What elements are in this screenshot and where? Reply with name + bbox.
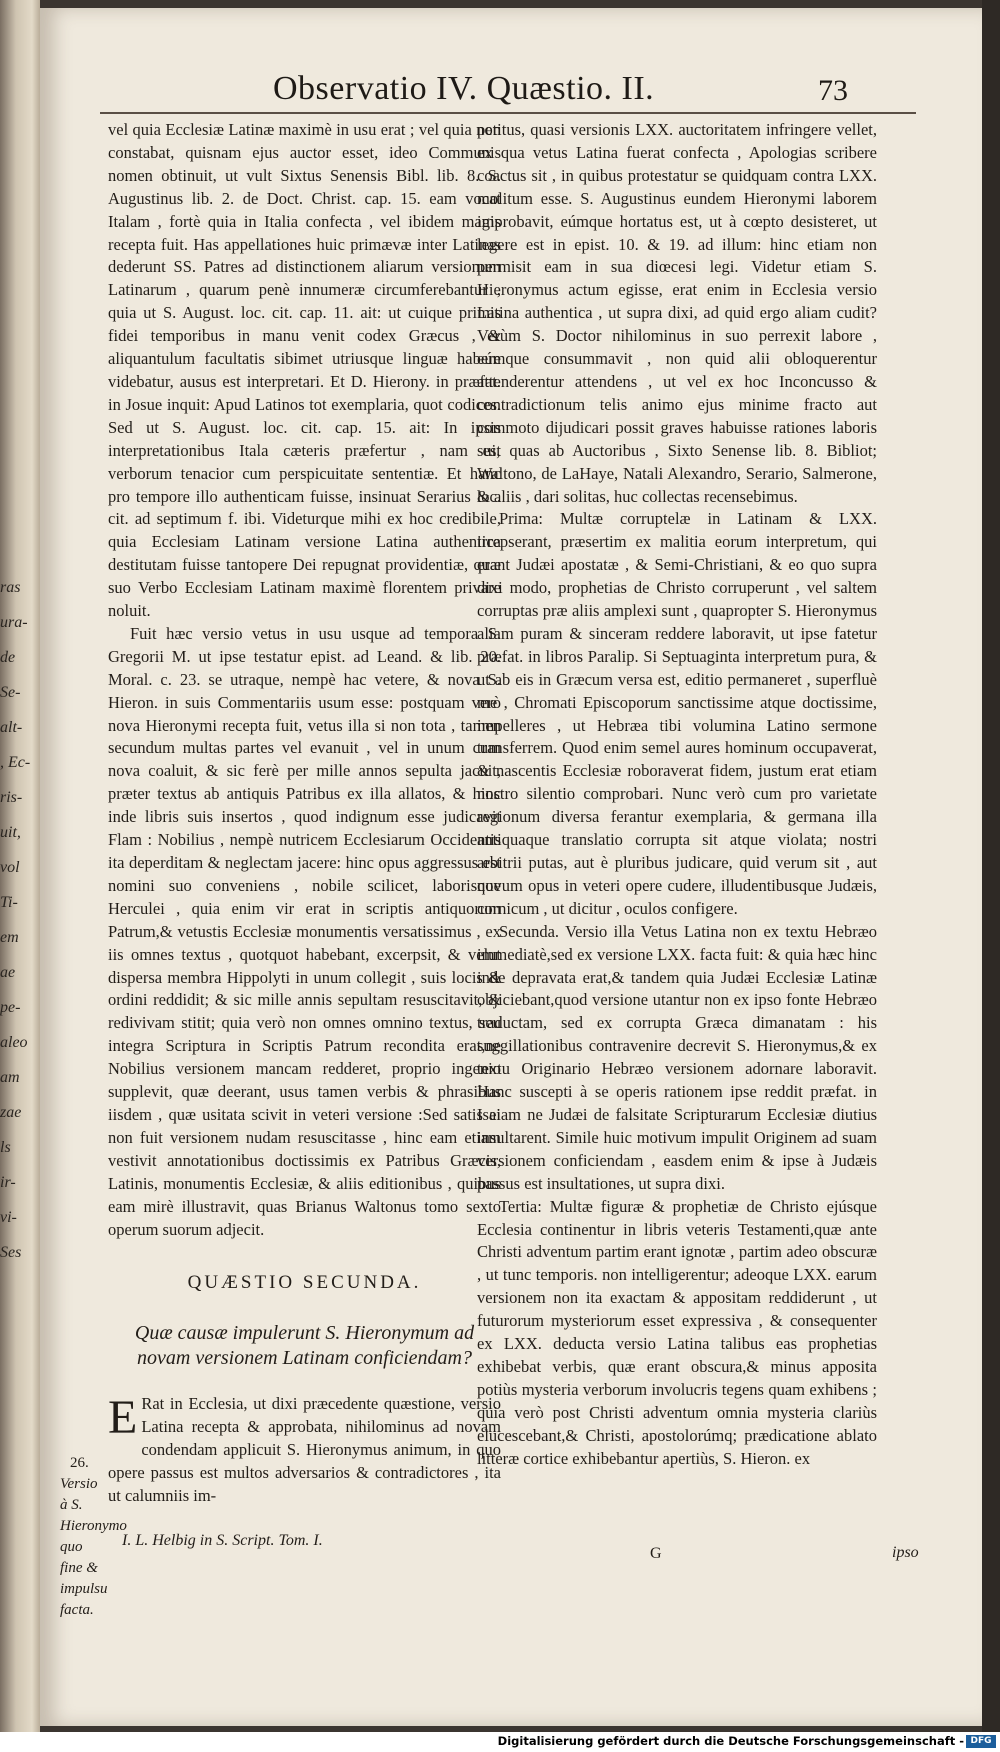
left-page-fragment: Ti- [0, 894, 18, 911]
paragraph: Fuit hæc versio vetus in usu usque ad tempora S. Gregorii M. ut ipse testatur epist. ad Leand. & lib. 20. Moral. c. 23. se utraque, nempè hac vetere, & nova S. Hieron. in suis Commentariis usum esse: postquam verò nova Hieronymi recepta fuit, vetus illa si non tota , tamen secundum multas partes vel evanuit , vel in unum cum nova coaluit, & sic ferè per mille annos sepulta jacuit, præter textus ab antiquis Patribus ex illa allatos, & hinc inde libris suis insertos , quod indignum esse judicavit Flam : Nobilius , nempè nutricem Ecclesiarum Occidentis ita deperditam & neglectam jacere: hinc opus aggressus est nomini suo conveniens , nobile scilicet, laborisque Herculei , quia enim vir erat in scriptis antiquorum Patrum,& vetustis Ecclesiæ monumentis versatissimus , ex iis omnes textus , quotquot habebant, excerpsit, & velut dispersa membra Hippolyti in unum collegit , suis locis & ordini reddidit; & sic mille annis sepultam resuscitavit, & redivivam stitit; quia verò non omnes omnino textus, seu integra Scriptura in Scriptis Patrum recondita erat,ne Nobilius versionem mancam redderet, proprio ingenio supplevit, quæ deerant, usus tamen verbis & phrasibus iisdem , quæ usitata scivit in veteri versione :Sed satis ei non fuit versionem nudam resuscitasse , hinc eam etiam vestivit annotationibus doctissimis ex Patribus Græcis, Latinis, monumentis Ecclesiæ, & aliis editionibus , quibus eam mirè illustravit, quas Brianus Waltonus tomo sexto operum suorum adjecit. [108, 623, 501, 1239]
paragraph: Secunda. Versio illa Vetus Latina non ex textu Hebræo immediatè,sed ex versione LXX. facta fuit: & quia hæc hinc inde depravata erat,& tandem quia Judæi Ecclesiæ Latinæ objiciebant,quod versione utantur non ex ipso fonte Hebræo traductam, sed ex corrupta Græca dimanatam : his suggillationibus contravenire decrevit S. Hieronymus,& ex textu Originario Hebræo versionem adornare laboravit. Hanc suscepti à se operis rationem ipse reddit præfat. in Isaiam ne Judæi de falsitate Scripturarum Ecclesiæ diutius insultarent. Simile huic motivum impulit Originem ad suam versionem conficiendam , easdem enim & ipse à Judæis passus est insultationes, ut supra dixi. [477, 921, 877, 1193]
left-page-fragment: am [0, 1069, 20, 1086]
question-heading: QUÆSTIO SECUNDA. [187, 1272, 422, 1294]
left-page-fragment: de [0, 649, 16, 666]
paragraph: petitus, quasi versionis LXX. auctoritatem infringere vellet, ex qua vetus Latina fuerat confecta , Apologias scribere coactus sit , in quibus protestatur se quidquam contra LXX. molitum esse. S. Augustinus eundem Hieronymi laborem improbavit, eúmque hortatus est, ut à cœpto desisteret, ut legere est in epist. 10. & 19. ad illum: hinc etiam non permisit eam in sua diœcesi legi. Videtur etiam S. Hieronymus actum egisse, erat enim in Ecclesia versio Latina authentica , ut supra dixi, ad quid ergo aliam cudit? Verùm S. Doctor nihilominus in suo perrexit labore , eúmque consummavit , non quid alii obloquerentur attenderentur attendens , ut vel ex hoc Inconcusso & contradictionum telis animo ejus minime fracto aut commoto dijudicari possit graves habuisse rationes laboris sui, quas ab Auctoribus , Sixto Senense lib. 8. Bibliot; Waltono, de LaHaye, Natali Alexandro, Serario, Salmerone, & aliis , dari solitas, huc collectas recensebimus. [477, 120, 877, 506]
left-page-fragment: pe- [0, 999, 21, 1016]
left-page-fragment: alt- [0, 719, 23, 736]
paragraph: Tertia: Multæ figuræ & prophetiæ de Christo ejúsque Ecclesia continentur in libris veteris Testamenti,quæ ante Christi adventum partim erant ignotæ , partim adeo obscuræ , ut tunc temporis. non intelligerentur; adeoque LXX. earum versionem non ita exactam & appositam reddiderunt , ut futurorum mysteriorum esset expressiva , & consequenter ex LXX. deducta versio Latina talibus eas prophetias exhibebat verbis, quæ erant obscura,& minus apposita potiùs mysteria verborum involucris tegens quam exhibens ; quia verò post Christi adventum omnia mysteria clariùs elucescebant,& Christi, apostolorúmq; prædicatione ablato litteræ cortice exhibebantur apertiùs, S. Hieron. ex [477, 1196, 877, 1468]
drop-cap: E [108, 1391, 138, 1445]
book-page [40, 8, 982, 1726]
margin-note [60, 1453, 127, 1621]
running-title: Observatio IV. Quæstio. II. [273, 70, 655, 107]
paragraph: Prima: Multæ corruptelæ in Latinam & LXX. irrepserant, præsertim ex malitia eorum interpretum, qui erant Judæi apostatæ , & Semi-Christiani, & eo quo supra dixi modo, prophetias de Christo corruperunt , vel saltem corruptas præ aliis amplexi sunt , quapropter S. Hieronymus aliam puram & sinceram reddere laboravit, ut ipse fatetur præfat. in libros Paralip. Si Septuaginta interpretum pura, & ut ab eis in Græcum versa est, editio permaneret , superfluè me , Chromati Episcoporum sanctissime atque doctissime, impelleres , ut Hebræa tibi volumina Latino sermone transferrem. Quod enim semel aures hominum occupaverat, & nascentis Ecclesiæ roboraverat fidem, justum erat etiam nostro silentio comprobari. Nunc verò cum pro varietate regionum diversa ferantur exemplaria, & germana illa antiquaque translatio corrupta sit atque violata; nostri arbitrii putas, aut è pluribus judicare, quid verum sit , aut novum opus in veteri opere cudere, illudentibusque Judæis, cornicum , ut dicitur , oculos configere. [477, 509, 877, 918]
left-page-fragment: ris- [0, 789, 23, 806]
printer-signature: I. L. Helbig in S. Script. Tom. I. [122, 1532, 323, 1549]
left-page-fragment: ura- [0, 614, 28, 631]
scan-background [982, 0, 1000, 1732]
left-text-column [108, 119, 501, 1508]
paragraph-text: Rat in Ecclesia, ut dixi præcedente quæstione, versio Latina recepta & approbata, nihilominus ad novam condendam applicuit S. Hieronymus animum, in quo opere passus est multos adversarios & contradictores , ita ut calumniis im- [108, 1394, 501, 1505]
left-page-fragment: , Ec- [0, 754, 31, 771]
header-rule [100, 112, 916, 114]
left-page-fragment: ras [0, 579, 21, 596]
page-header [40, 70, 982, 120]
margin-note-text: Versio à S. Hieronymo quo fine & impulsu facta. [60, 1476, 127, 1618]
dfg-logo: DFG [966, 1735, 996, 1748]
paragraph: vel quia Ecclesiæ Latinæ maximè in usu erat ; vel quia non constabat, quisnam ejus auctor esset, ideo Communis nomen obtinuit, ut vult Sixtus Senensis Bibl. lib. 8. S. Augustinus lib. 2. de Doct. Christ. cap. 15. eam vocat Italam , fortè quia in Italia confecta , vel ibidem magis recepta fuit. Has appellationes huic primævæ inter Latinas dederunt SS. Patres ad distinctionem aliarum versionum Latinarum , quarum penè innumeræ circumferebantur , quia ut S. August. loc. cit. cap. 11. ait: ut cuique primis fidei temporibus in manu venit codex Græcus , & aliquantulum facultatis sibimet utriusque linguæ habere videbatur, ausus est interpretari. Et D. Hierony. in præfat. in Josue inquit: Apud Latinos tot exemplaria, quot codices. Sed ut S. August. loc. cit. cap. 15. ait: In ipsis interpretationibus Itala cæteris præfertur , nam est verborum tenacior cum perspicuitate sententiæ. Et hanc pro tempore illo authenticam fuisse, insinuat Serarius loc. cit. ad septimum f. ibi. Videturque mihi ex hoc credibile, quia Ecclesiam Latinam versione Latina authentica destitutam fuisse tantopere Dei repugnat providentiæ, quæ suo Verbo Ecclesiam Latinam maximè florentem privare noluit. [108, 120, 501, 621]
signature-mark: G [650, 1545, 662, 1562]
question-title: Quæ causæ impulerunt S. Hieronymum ad novam versionem Latinam conficiendam? [134, 1322, 475, 1370]
footer-credit: Digitalisierung gefördert durch die Deutsche Forschungsgemeinschaft - [497, 1734, 964, 1748]
left-page-fragment: aleo [0, 1034, 28, 1051]
right-text-column [477, 119, 877, 1470]
left-page-fragment: ae [0, 964, 16, 981]
paragraph [108, 1393, 501, 1508]
left-page-fragment: ls [0, 1139, 11, 1156]
left-page-fragment: uit, [0, 824, 21, 841]
left-page-fragment: em [0, 929, 19, 946]
digitization-footer [0, 1732, 1000, 1752]
left-page-fragment: Ses [0, 1244, 22, 1261]
left-page-fragment: zae [0, 1104, 22, 1121]
left-page-fragment: vol [0, 859, 20, 876]
catchword: ipso [892, 1544, 919, 1561]
left-page-fragment: vi- [0, 1209, 17, 1226]
margin-note-number: 26. [70, 1455, 89, 1471]
page-number: 73 [818, 74, 848, 107]
left-page-fragment: ir- [0, 1174, 16, 1191]
left-page-fragment: Se- [0, 684, 21, 701]
